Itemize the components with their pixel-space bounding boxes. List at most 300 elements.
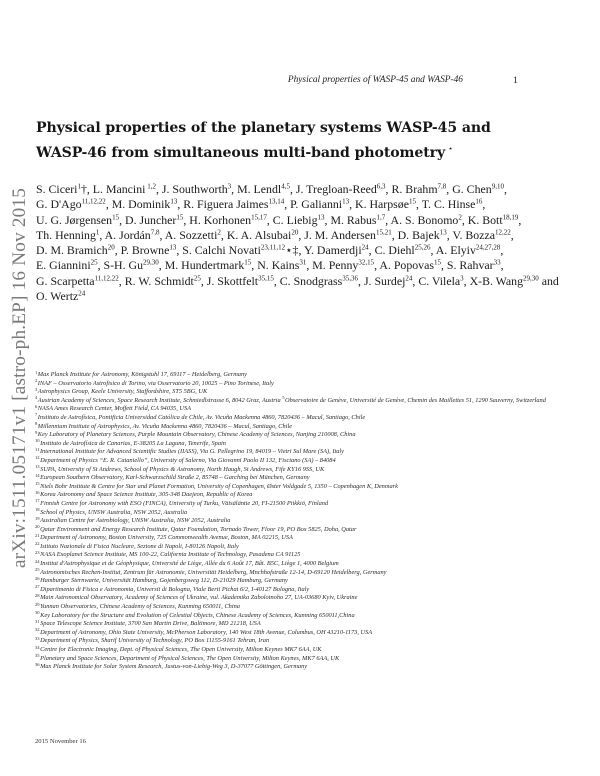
author-name <box>312 258 374 272</box>
affiliation-text: NASA Exoplanet Science Institute, MS 100-22, California Institute of Technology, Pasadena CA 91125 <box>40 551 301 559</box>
affiliation-item <box>35 414 600 423</box>
affiliation-number: 12 <box>35 455 40 461</box>
affiliation-superscript[interactable]: 13 <box>342 197 350 206</box>
affiliation-superscript[interactable]: 24 <box>78 289 86 298</box>
author-name-text: A. Elyiv <box>435 243 476 258</box>
affiliation-text: Department of Astronomy, Ohio State University, McPherson Laboratory, 140 West 18th Avenue, Columbus, OH 43210-1173, USA <box>40 628 373 636</box>
author-name <box>280 274 358 288</box>
author-name-text: X-B. Wang <box>469 273 524 288</box>
affiliation-text: International Institute for Advanced Scientific Studies (IIASS), Via G. Pellegrino 19, 84019 – Vietri Sul Mare (SA), Italy <box>39 448 344 456</box>
author-separator: , <box>430 243 436 258</box>
affiliation-item <box>35 569 600 578</box>
author-separator: , <box>177 197 184 212</box>
affiliation-number: 36 <box>35 661 40 667</box>
author-separator: , <box>440 258 447 273</box>
author-name <box>36 274 119 288</box>
affiliation-number: 17 <box>35 498 40 504</box>
author-name <box>125 274 201 288</box>
affiliation-text: Instituto de Astrofísica, Pontificia Universidad Católica de Chile, Av. Vicuña Mackenna 4860, 7820436 – Macul, Santiago, Chile <box>37 413 366 421</box>
affiliation-item <box>35 405 600 414</box>
affiliation-number: 32 <box>35 627 40 633</box>
author-separator: , <box>482 197 486 212</box>
affiliation-item <box>35 466 600 475</box>
affiliation-superscript[interactable]: 15 <box>408 197 416 206</box>
author-separator: , <box>368 243 375 258</box>
author-name <box>296 182 386 196</box>
author-separator: , <box>306 258 313 273</box>
affiliation-number: 35 <box>35 653 40 659</box>
affiliation-text: School of Physics, UNSW Australia, NSW 2052, Australia <box>40 508 188 516</box>
affiliation-superscript[interactable]: 3 <box>227 182 232 191</box>
author-name-text: J. Southworth <box>161 182 228 196</box>
affiliation-text: Dipartimento di Fisica e Astronomia, Universit di Bologna, Viale Berti Pichat 6/2, I-40127 Bologna, Italy <box>40 585 310 593</box>
affiliation-text: European Southern Observatory, Karl-Schwarzschild Straße 2, 85748 – Garching bei München, Germany <box>40 474 310 482</box>
affiliation-item <box>35 380 600 389</box>
affiliation-number: 10 <box>35 438 40 444</box>
author-name <box>36 258 98 272</box>
affiliation-number: 9 <box>35 429 38 435</box>
author-name <box>398 228 447 242</box>
affiliation-item <box>35 603 600 612</box>
author-name-text: M. Lendl <box>237 182 282 196</box>
author-separator: , <box>105 197 112 212</box>
author-name-text: E. Giannini <box>36 258 91 273</box>
author-name-text: V. Bozza <box>452 227 495 242</box>
affiliation-superscript[interactable]: 15,17 <box>251 213 267 222</box>
author-separator: , <box>412 273 419 288</box>
author-name <box>189 213 267 227</box>
affiliation-number: 15 <box>35 481 40 487</box>
author-separator: , <box>358 273 364 288</box>
affiliation-number: 28 <box>35 592 40 598</box>
author-separator: , <box>155 182 162 196</box>
affiliation-text: Key Laboratory for the Structure and Evolution of Celestial Objects, Chinese Academy of Sciences, Kunming 650011,China <box>40 611 355 619</box>
author-footnote-mark[interactable]: † <box>80 182 87 196</box>
affiliation-superscript[interactable]: 13 <box>317 213 325 222</box>
affiliation-item <box>35 646 600 655</box>
author-name-text: T. C. Hinse <box>421 197 476 212</box>
author-separator: , <box>97 258 104 273</box>
affiliation-item <box>35 577 600 586</box>
author-separator: , <box>231 182 238 196</box>
affiliation-text: Max Planck Institute for Solar System Research, Justus-von-Liebig-Weg 3, D-37077 Göttingen, Germany <box>40 663 308 671</box>
author-name-text: G. Scarpetta <box>36 273 95 288</box>
author-name-text: A. Sozzetti <box>164 227 218 242</box>
affiliation-item <box>35 388 600 397</box>
affiliation-superscript[interactable]: 13 <box>169 243 177 252</box>
affiliation-number: 26 <box>35 575 40 581</box>
author-separator: , <box>119 212 126 227</box>
author-name-text: C. Snodgrass <box>279 273 343 288</box>
affiliation-superscript[interactable]: 33 <box>493 258 501 267</box>
author-name <box>421 197 486 212</box>
author-separator: , <box>374 258 380 273</box>
affiliation-number: 25 <box>35 567 40 573</box>
author-name <box>330 213 385 227</box>
author-name <box>105 228 160 242</box>
author-name-text: C. Vilela <box>418 273 461 288</box>
page-number: 1 <box>513 75 518 86</box>
affiliation-number: 6 <box>35 403 38 409</box>
affiliation-text: Planetary and Space Sciences, Department of Physical Sciences, The Open University, Milton Keynes, MK7 6AA, UK <box>40 654 340 662</box>
affiliation-superscript[interactable]: 7,8 <box>437 182 447 191</box>
author-separator-and: and <box>538 273 559 288</box>
author-separator: , <box>324 212 331 227</box>
author-name-text: S. Ciceri <box>36 182 78 196</box>
affiliation-superscript[interactable]: 35,15 <box>258 274 274 283</box>
author-name <box>165 258 252 272</box>
author-separator: , <box>349 197 356 212</box>
author-separator: , <box>114 243 121 258</box>
affiliation-number: 14 <box>35 472 40 478</box>
author-name-text: M. Hundertmark <box>164 258 245 273</box>
author-separator: , <box>200 273 207 288</box>
author-name <box>391 213 462 227</box>
author-name <box>36 289 85 303</box>
affiliation-item <box>35 620 600 629</box>
author-name-text: C. Liebig <box>272 212 318 227</box>
author-separator: , <box>500 243 504 258</box>
affiliation-number: 7 <box>35 412 38 418</box>
affiliation-number: 2 <box>35 378 38 384</box>
author-separator: , <box>118 273 125 288</box>
affiliation-text: INAF – Osservatorio Astrofisico di Torino, via Osservatorio 20, 10025 – Pino Torinese, Italy <box>37 379 274 387</box>
author-name-text: K. Harpsøe <box>355 197 409 212</box>
author-name-text: M. Penny <box>312 258 359 273</box>
affiliation-list <box>35 371 600 672</box>
affiliation-superscript[interactable]: 16 <box>475 197 483 206</box>
author-name <box>452 228 510 242</box>
affiliation-superscript[interactable]: 31 <box>299 258 307 267</box>
affiliation-text: Millennium Institute of Astrophysics, Av. Vicuña Mackenna 4860, 7820436 – Macul, Santiago, Chile <box>37 422 293 430</box>
author-name <box>183 197 284 211</box>
author-name <box>125 213 183 227</box>
author-name-text: M. Dominik <box>111 197 171 212</box>
author-name-text: R. Figuera Jaimes <box>183 197 269 212</box>
author-name <box>36 228 99 242</box>
affiliation-text: NASA Ames Research Center, Moffett Field, CA 94035, USA <box>37 405 192 413</box>
author-separator: , <box>463 273 470 288</box>
author-name <box>364 274 412 288</box>
author-name-text: J. M. Andersen <box>304 227 376 242</box>
author-name <box>290 197 349 211</box>
affiliation-item <box>35 517 600 526</box>
author-name <box>36 182 87 196</box>
author-name-text: G. Chen <box>452 182 492 196</box>
affiliation-superscript[interactable]: 1 <box>77 182 81 191</box>
author-separator: , <box>446 182 453 196</box>
affiliation-item <box>35 594 600 603</box>
affiliation-text: Department of Physics “E. R. Caianiello”, University of Salerno, Via Giovanni Paolo II 132, Fisciano (SA) – 84084 <box>40 456 336 464</box>
author-name-text: N. Kains <box>257 258 300 273</box>
author-name-text: P. Galianni <box>290 197 343 212</box>
affiliation-number: 5 <box>282 395 285 401</box>
affiliation-text: Centre for Electronic Imaging, Dept. of Physical Sciences, The Open University, Milton Keynes MK7 6AA, UK <box>40 646 322 653</box>
affiliation-superscript[interactable]: 24 <box>361 243 369 252</box>
affiliation-number: 24 <box>35 558 40 564</box>
affiliation-text: Astrophysics Group, Keele University, Staffordshire, ST5 5BG, UK <box>37 388 208 396</box>
affiliation-superscript[interactable]: 13 <box>170 197 178 206</box>
affiliation-superscript[interactable]: 15 <box>433 258 441 267</box>
author-name-text: U. G. Jørgensen <box>36 212 113 227</box>
author-separator: , <box>500 258 504 273</box>
author-separator: , <box>385 212 391 227</box>
affiliation-item <box>35 371 600 380</box>
affiliation-superscript[interactable]: 15 <box>244 258 252 267</box>
affiliation-superscript[interactable]: 29,30 <box>143 258 159 267</box>
affiliation-superscript[interactable]: 1,2 <box>145 182 156 191</box>
affiliation-item <box>35 474 600 483</box>
author-name <box>273 213 325 227</box>
author-name <box>435 243 504 258</box>
affiliation-number: 22 <box>35 541 40 547</box>
author-name-text: L. Mancini <box>92 182 146 196</box>
author-name <box>257 258 306 272</box>
affiliation-item <box>35 612 600 621</box>
affiliation-text: Space Telescope Science Institute, 3700 San Martin Drive, Baltimore, MD 21218, USA <box>40 620 261 628</box>
author-name-text: Y. Damerdji <box>303 243 362 258</box>
title-line-2: WASP-46 from simultaneous multi-band photometry <box>36 144 446 161</box>
author-separator: , <box>461 212 468 227</box>
author-separator: , <box>176 243 183 258</box>
author-name <box>304 228 391 242</box>
author-footnote-mark[interactable]: ⋆‡ <box>285 243 299 258</box>
author-name <box>36 197 106 211</box>
author-name-text: S. Calchi Novati <box>182 243 261 258</box>
author-name-text: K. A. Alsubai <box>226 227 292 242</box>
author-name-text: A. Jordán <box>104 227 151 242</box>
affiliation-text: Department of Astronomy, Boston University, 725 Commonwealth Avenue, Boston, MA 02215, USA <box>40 534 293 542</box>
affiliation-superscript[interactable]: 3 <box>460 274 464 283</box>
author-name <box>112 197 178 211</box>
affiliation-text: Instituto de Astrofísica de Canarias, E-38205 La Laguna, Tenerife, Spain <box>40 439 226 447</box>
affiliation-text: Department of Physics, Sharif University of Technology, PO Box 11155-9161 Tehran, Iran <box>40 637 270 645</box>
author-separator: , <box>251 258 258 273</box>
affiliation-text: Australian Centre for Astrobiology, UNSW Australia, NSW 2052, Australia <box>40 517 231 525</box>
author-separator: , <box>503 182 507 196</box>
author-name-text: A. S. Bonomo <box>390 212 459 227</box>
author-separator: , <box>266 212 273 227</box>
paper-title <box>36 119 556 163</box>
affiliation-superscript[interactable]: 13,14 <box>268 197 285 206</box>
author-name <box>379 258 441 272</box>
affiliation-number: 1 <box>35 371 38 375</box>
affiliation-superscript[interactable]: 35,36 <box>342 274 359 283</box>
author-name <box>93 182 156 196</box>
affiliation-text: Astronomisches Rechen-Institut, Zentrum für Astronomie, Universität Heidelberg, Mnchhofstraße 12-14, D-69120 Heidelberg, Germany <box>40 568 387 576</box>
author-separator: , <box>159 227 165 242</box>
affiliation-number: 19 <box>35 515 40 521</box>
affiliation-number: 18 <box>35 507 40 512</box>
author-separator: , <box>385 182 392 196</box>
affiliation-text: Yunnan Observatories, Chinese Academy of Sciences, Kunming 650011, China <box>40 603 240 611</box>
arxiv-stamp-text[interactable]: arXiv:1511.05171v1 [astro-ph.EP] 16 Nov 2015 <box>9 187 30 569</box>
affiliation-text: Finnish Centre for Astronomy with ESO (FINCA), University of Turku, Väisäläntie 20, FI-21500 Piikkiö, Finland <box>40 499 329 507</box>
affiliation-item <box>35 663 600 672</box>
affiliation-number: 29 <box>35 601 40 607</box>
affiliation-item <box>35 448 600 457</box>
affiliation-superscript[interactable]: 20 <box>291 228 299 237</box>
affiliation-superscript[interactable]: 24,27,28 <box>475 243 501 252</box>
author-name <box>36 213 119 227</box>
author-separator: , <box>284 197 291 212</box>
affiliation-number: 20 <box>35 524 40 530</box>
author-name <box>355 197 416 211</box>
affiliation-superscript[interactable]: 7,8 <box>150 228 160 237</box>
affiliation-superscript[interactable]: 2 <box>217 228 221 237</box>
running-head-title: Physical properties of WASP-45 and WASP-46 <box>287 75 463 85</box>
author-name-text: J. Skottfelt <box>206 273 259 288</box>
author-name <box>182 243 298 257</box>
affiliation-item <box>35 551 600 560</box>
affiliation-superscript[interactable]: 1 <box>95 228 100 237</box>
author-name-text: J. Tregloan-Reed <box>295 182 377 196</box>
author-name <box>121 243 177 257</box>
affiliation-superscript[interactable]: 24 <box>405 274 413 283</box>
author-separator: , <box>518 212 522 227</box>
affiliation-number: 16 <box>35 489 40 495</box>
author-name <box>227 228 299 242</box>
affiliation-text: Niels Bohr Institute & Centre for Star and Planet Formation, University of Copenhagen, Øster Voldgade 5, 1350 – Copenhagen K, Denmark <box>40 482 398 490</box>
author-name-text: H. Korhonen <box>189 212 252 227</box>
author-name <box>207 274 274 288</box>
affiliation-superscript[interactable]: 32,15 <box>358 258 375 267</box>
author-name <box>304 243 369 257</box>
author-separator: , <box>86 182 93 196</box>
author-separator: , <box>99 227 105 242</box>
author-name <box>467 212 522 227</box>
author-name <box>162 182 231 196</box>
affiliation-superscript[interactable]: 12,22 <box>495 228 511 237</box>
affiliation-superscript[interactable]: 6,3 <box>376 182 386 191</box>
affiliation-item <box>35 637 600 646</box>
affiliation-superscript[interactable]: 29,30 <box>523 274 539 283</box>
affiliation-superscript[interactable]: 25,26 <box>414 243 431 252</box>
affiliation-text: Observatoire de Genève, Université de Genève, Chemin des Maillettes 51, 1290 Sauverny, Switzerland <box>285 396 546 404</box>
affiliation-text: Hamburger Sternwarte, Universität Hamburg, Gojenbergsweg 112, D-21029 Hamburg, Germany <box>40 577 288 585</box>
affiliation-text: Korea Astronomy and Space Science Institute, 305-348 Daejeon, Republic of Korea <box>40 491 253 499</box>
author-separator: , <box>446 227 453 242</box>
affiliation-text: SUPA, University of St Andrews, School of Physics & Astronomy, North Haugh, St Andrews, Fife KY16 9SS, UK <box>40 465 325 473</box>
affiliation-item <box>35 655 600 664</box>
author-separator: , <box>298 243 304 258</box>
affiliation-item <box>35 491 600 500</box>
affiliation-text: Max Planck Institute for Astronomy, Königstuhl 17, 69117 – Heidelberg, Germany <box>37 371 247 378</box>
author-name <box>165 228 221 242</box>
affiliation-superscript[interactable]: 13 <box>439 228 447 237</box>
affiliation-number: 11 <box>35 446 40 452</box>
affiliation-text: Main Astronomical Observatory, Academy of Sciences of Ukraine, vul. Akademika Zabolotnoho 27, UA-03680 Kyiv, Ukraine <box>40 594 358 602</box>
author-name <box>36 243 115 257</box>
affiliation-number: 8 <box>35 421 38 427</box>
author-separator: , <box>289 182 296 196</box>
author-separator: , <box>510 227 514 242</box>
author-name-text: R. Brahm <box>391 182 438 196</box>
affiliation-superscript[interactable]: 15,21 <box>375 228 392 237</box>
affiliation-superscript[interactable]: 15 <box>112 213 120 222</box>
author-separator: , <box>158 258 165 273</box>
affiliation-item <box>35 560 600 569</box>
affiliation-number: 3 <box>35 386 38 392</box>
author-separator: , <box>220 227 227 242</box>
affiliation-superscript[interactable]: 23,11,12 <box>260 243 286 252</box>
author-separator: , <box>273 273 280 288</box>
author-name-text: M. Rabus <box>330 212 377 227</box>
author-name-text: S-H. Gu <box>103 258 144 273</box>
affiliation-superscript[interactable]: 15 <box>176 213 184 222</box>
affiliation-superscript[interactable]: 2 <box>458 213 462 222</box>
author-name <box>391 182 446 196</box>
footer-date: 2015 November 16 <box>35 738 86 745</box>
affiliation-superscript[interactable]: 1,7 <box>376 213 386 222</box>
affiliation-number: 4 <box>35 395 38 401</box>
author-name <box>447 258 501 272</box>
affiliation-superscript[interactable]: 9,10 <box>491 182 504 191</box>
affiliation-superscript[interactable]: 11,12,22 <box>94 274 119 283</box>
author-name-text: R. W. Schmidt <box>124 273 194 288</box>
affiliation-superscript[interactable]: 20 <box>107 243 115 252</box>
affiliation-item <box>35 500 600 509</box>
affiliation-text: Key Laboratory of Planetary Sciences, Purple Mountain Observatory, Chinese Academy of Sciences, Nanjing 210008, China <box>37 431 356 439</box>
affiliation-item <box>35 423 600 432</box>
affiliation-number: 27 <box>35 584 40 590</box>
author-name-text: S. Rahvar <box>446 258 494 273</box>
author-name <box>470 274 539 288</box>
affiliation-superscript[interactable]: 4,5 <box>281 182 290 191</box>
affiliation-number: 13 <box>35 464 40 470</box>
author-name-text: D. M. Bramich <box>36 243 108 258</box>
author-name-text: A. Popovas <box>379 258 434 273</box>
author-name-text: O. Wertz <box>36 289 79 304</box>
affiliation-superscript[interactable]: 11,12,22 <box>81 197 106 206</box>
affiliation-item <box>35 431 600 440</box>
author-name <box>418 274 463 288</box>
author-list <box>36 182 566 304</box>
author-name-text: J. Surdej <box>363 273 406 288</box>
author-name-text: D. Bajek <box>397 227 440 242</box>
title-footnote-mark[interactable]: ⋆ <box>448 143 453 153</box>
author-name-text: Th. Henning <box>36 227 96 242</box>
affiliation-number: 31 <box>35 618 40 624</box>
affiliation-superscript[interactable]: 25 <box>193 274 201 283</box>
author-separator: , <box>183 212 190 227</box>
author-name <box>237 182 290 196</box>
affiliation-item <box>35 526 600 535</box>
affiliation-item <box>35 509 600 518</box>
author-name <box>104 258 159 272</box>
author-name-text: P. Browne <box>120 243 170 258</box>
affiliation-number: 21 <box>35 532 40 538</box>
author-name-text: K. Bott <box>467 212 503 227</box>
author-name <box>375 243 431 257</box>
author-name <box>452 182 504 196</box>
author-separator: , <box>415 197 422 212</box>
author-separator: , <box>298 227 305 242</box>
affiliation-text: Institut d'Astrophysique et de Géophysique, Université de Liège, Allée du 6 Août 17, Bât. B5C, Liège 1, 4000 Belgium <box>40 560 339 568</box>
author-name-text: G. D'Ago <box>36 197 82 212</box>
affiliation-superscript[interactable]: 18,19 <box>502 213 519 222</box>
title-line-1: Physical properties of the planetary systems WASP-45 and <box>36 120 491 136</box>
affiliation-item <box>35 457 600 466</box>
affiliation-number: 33 <box>35 635 40 641</box>
affiliation-text: Istituto Nazionale di Fisica Nucleare, Sezione di Napoli, I-80126 Napoli, Italy <box>40 542 239 550</box>
affiliation-text: Austrian Academy of Sciences, Space Research Institute, Schmiedlstrasse 6, 8042 Graz, Austria <box>37 396 281 404</box>
author-name-text: D. Juncher <box>125 212 177 227</box>
author-name-text: C. Diehl <box>374 243 415 258</box>
affiliation-superscript[interactable]: 25 <box>90 258 98 267</box>
affiliation-number: 34 <box>35 644 40 650</box>
affiliation-item <box>35 534 600 543</box>
